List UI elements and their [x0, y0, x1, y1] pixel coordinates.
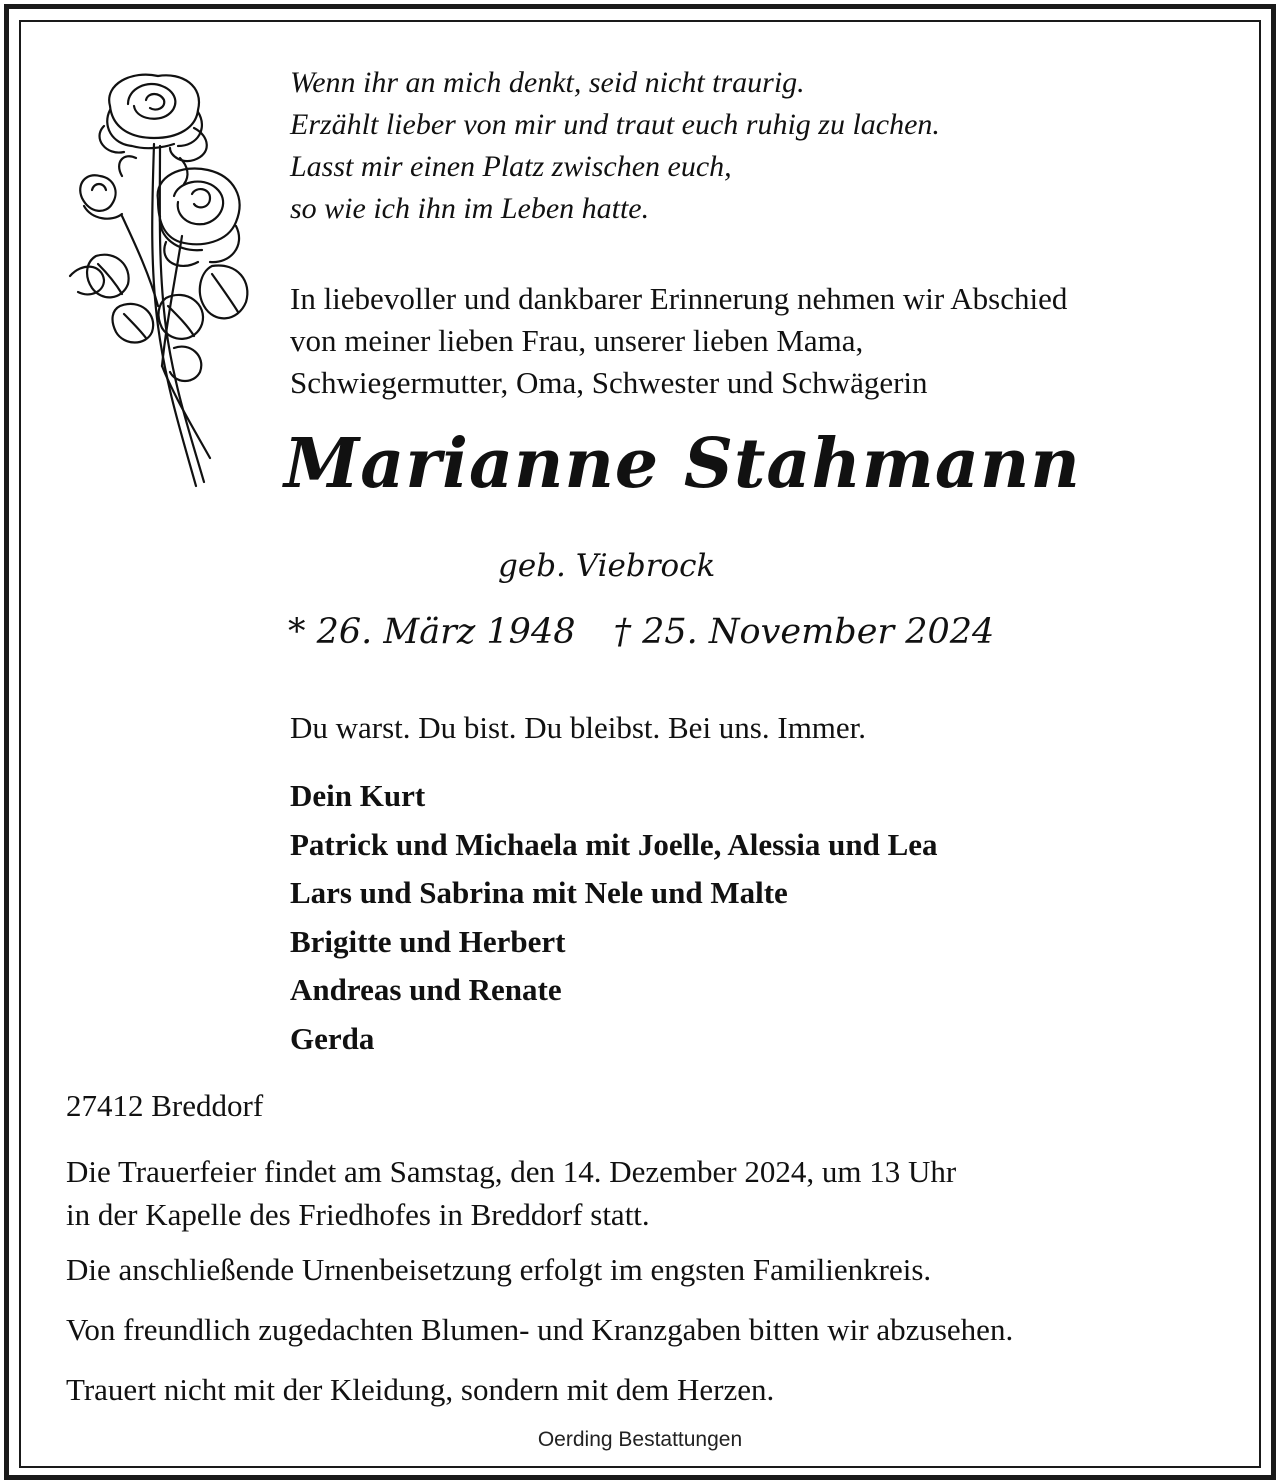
- birth-name: geb. Viebrock: [498, 548, 716, 584]
- ceremony-info: [66, 1150, 956, 1236]
- intro-line: Schwiegermutter, Oma, Schwester und Schwägerin: [290, 365, 928, 400]
- family-list: [290, 772, 938, 1063]
- location: 27412 Breddorf: [66, 1088, 264, 1123]
- family-member: Gerda: [290, 1020, 375, 1056]
- birth-date: * 26. März 1948: [288, 612, 576, 652]
- death-date: † 25. November 2024: [613, 612, 995, 652]
- burial-note: Die anschließende Urnenbeisetzung erfolgt im engsten Familienkreis.: [66, 1252, 932, 1287]
- family-member: Patrick und Michaela mit Joelle, Alessia und Lea: [290, 826, 938, 862]
- poem-line: Erzählt lieber von mir und traut euch ruhig zu lachen.: [290, 108, 940, 141]
- clothing-note: Trauert nicht mit der Kleidung, sondern mit dem Herzen.: [66, 1372, 775, 1407]
- family-member: Brigitte und Herbert: [290, 923, 566, 959]
- poem: [290, 62, 940, 230]
- motto: Du warst. Du bist. Du bleibst. Bei uns. Immer.: [290, 710, 867, 745]
- ceremony-line: in der Kapelle des Friedhofes in Breddorf statt.: [66, 1197, 650, 1232]
- poem-line: so wie ich ihn im Leben hatte.: [290, 192, 650, 225]
- flowers-note: Von freundlich zugedachten Blumen- und Kranzgaben bitten wir abzusehen.: [66, 1312, 1014, 1347]
- family-member: Andreas und Renate: [290, 972, 562, 1007]
- rose-illustration: [62, 66, 258, 492]
- intro-text: [290, 278, 1067, 404]
- intro-line: von meiner lieben Frau, unserer lieben Mama,: [290, 323, 864, 358]
- deceased-name: Marianne Stahmann: [284, 424, 1081, 504]
- ceremony-line: Die Trauerfeier findet am Samstag, den 14. Dezember 2024, um 13 Uhr: [66, 1154, 957, 1189]
- undertaker-credit: Oerding Bestattungen: [537, 1428, 743, 1451]
- life-dates: [288, 612, 994, 652]
- poem-line: Wenn ihr an mich denkt, seid nicht traurig.: [290, 66, 805, 99]
- family-member: Lars und Sabrina mit Nele und Malte: [290, 875, 788, 910]
- poem-line: Lasst mir einen Platz zwischen euch,: [290, 150, 732, 183]
- intro-line: In liebevoller und dankbarer Erinnerung nehmen wir Abschied: [290, 281, 1068, 316]
- family-member: Dein Kurt: [290, 778, 426, 813]
